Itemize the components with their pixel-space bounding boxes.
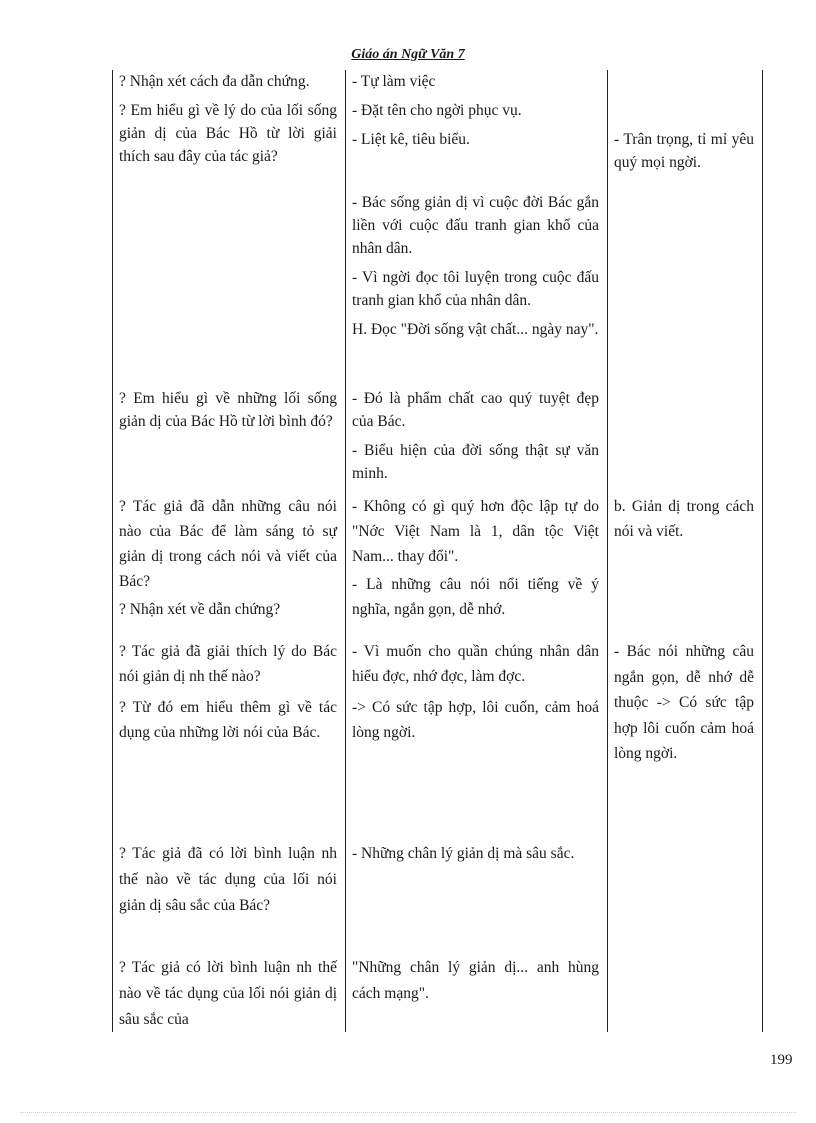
question: ? Em hiểu gì về những lối sống giản dị của Bác Hồ từ lời bình đó? [119,390,337,430]
row1-questions [119,70,337,168]
table-border-right [762,70,763,1032]
note: b. Giản dị trong cách nói và viết. [614,498,754,540]
page-header: Giáo án Ngữ Văn 7 [351,47,465,62]
question: ? Tác giả có lời bình luận nh thế nào về tác dụng của lối nói giản dị sâu sắc của [119,959,337,1028]
note: - Bác nói những câu ngắn gọn, dễ nhớ dễ thuộc -> Có sức tập hợp lôi cuốn cảm hoá lòng ngời. [614,643,754,762]
row2-questions [119,387,337,433]
table-border-col1 [345,70,346,1032]
answer: -> Có sức tập hợp, lôi cuốn, cảm hoá lòng ngời. [352,699,599,741]
row3-answers [352,494,599,622]
row6-answers [352,955,599,1007]
question: ? Nhận xét cách đa dẫn chứng. [119,73,310,90]
answer: - Biểu hiện của đời sống thật sự văn minh. [352,442,599,482]
answer: - Liệt kê, tiêu biểu. [352,131,470,148]
question: ? Nhận xét về dẫn chứng? [119,601,281,618]
answer: - Bác sống giản dị vì cuộc đời Bác gắn liền với cuộc đấu tranh gian khổ của nhân dân. [352,194,599,257]
answer: - Không có gì quý hơn độc lập tự do "Nớc Việt Nam là 1, dân tộc Việt Nam... thay đổi". [352,498,599,565]
answer: - Đó là phẩm chất cao quý tuyệt đẹp của Bác. [352,390,599,430]
row2-answers [352,387,599,485]
footer-divider [20,1112,796,1114]
answer: - Tự làm việc [352,73,436,90]
answer: - Vì muốn cho quần chúng nhân dân hiểu đợc, nhớ đợc, làm đợc. [352,643,599,685]
row4-questions [119,639,337,745]
row5-answers [352,841,599,867]
row3-questions [119,494,337,622]
answer: "Những chân lý giản dị... anh hùng cách mạng". [352,959,599,1002]
answer: - Những chân lý giản dị mà sâu sắc. [352,845,575,862]
answer: - Vì ngời đọc tôi luyện trong cuộc đấu tranh gian khổ của nhân dân. [352,269,599,309]
question: ? Từ đó em hiểu thêm gì về tác dụng của những lời nói của Bác. [119,699,337,741]
answer: - Đặt tên cho ngời phục vụ. [352,102,522,119]
row4-notes [614,639,754,767]
table-border-col2 [607,70,608,1032]
note: - Trân trọng, tỉ mỉ yêu quý mọi ngời. [614,131,754,171]
question: ? Em hiểu gì về lý do của lối sống giản dị của Bác Hồ từ lời giải thích sau đây của tác giả? [119,102,337,165]
table-border-left [112,70,113,1032]
question: ? Tác giả đã dẫn những câu nói nào của Bác để làm sáng tỏ sự giản dị trong cách nói và viết của Bác? [119,498,337,590]
row4-answers [352,639,599,745]
question: ? Tác giả đã có lời bình luận nh thế nào về tác dụng của lối nói giản dị sâu sắc của Bác? [119,845,337,914]
row5-questions [119,841,337,919]
row1-answers [352,70,599,341]
row1-notes [614,128,754,174]
page-number: 199 [770,1052,793,1068]
question: ? Tác giả đã giải thích lý do Bác nói giản dị nh thế nào? [119,643,337,685]
answer: - Là những câu nói nổi tiếng về ý nghĩa, ngắn gọn, dễ nhớ. [352,576,599,618]
row3-notes [614,494,754,544]
row6-questions [119,955,337,1033]
answer: H. Đọc "Đời sống vật chất... ngày nay". [352,321,599,338]
